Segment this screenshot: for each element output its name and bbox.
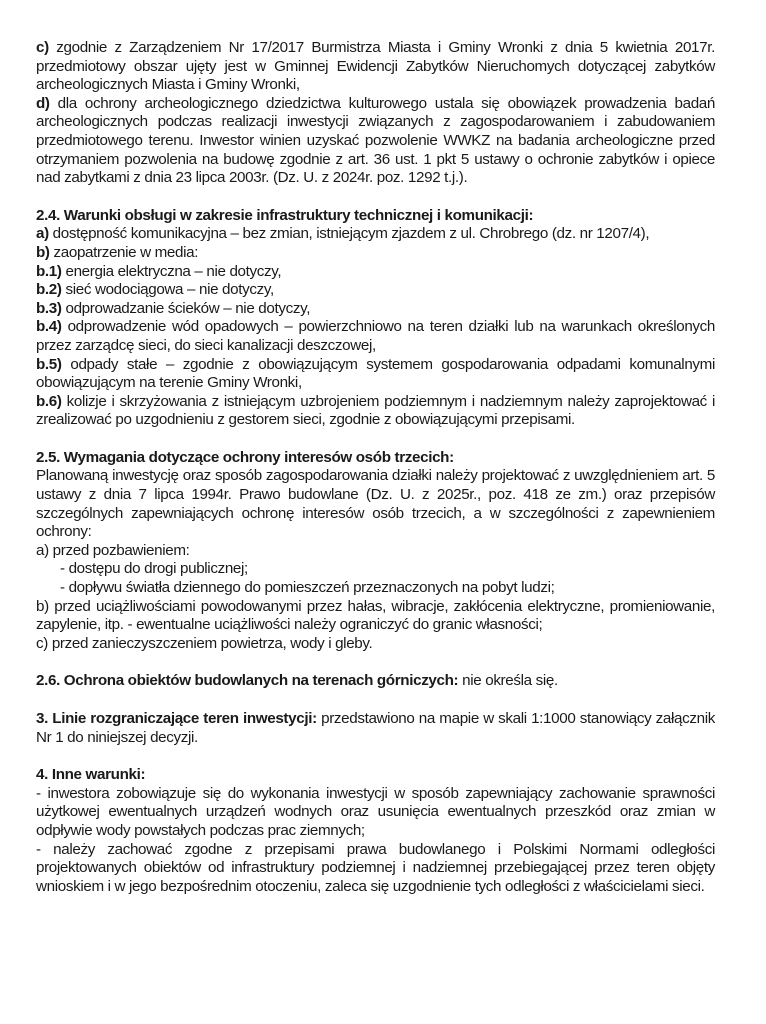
document-page bbox=[36, 39, 715, 896]
list-item bbox=[36, 244, 715, 263]
item-label: b.6) bbox=[36, 392, 62, 410]
item-label: a) bbox=[36, 225, 49, 243]
list-item: b) przed uciążliwościami powodowanymi przez hałas, wibracje, zakłócenia elektryczne, promieniowanie, zapylenie, itp. - ewentualne uciążliwości należy ograniczyć do granic własności; bbox=[36, 597, 715, 634]
paragraph-intro: Planowaną inwestycję oraz sposób zagospodarowania działki należy projektować z uwzględnieniem art. 5 ustawy z dnia 7 lipca 1994r. Prawo budowlane (Dz. U. z 2025r., poz. 418 ze zm.) oraz przepisów szczególnych zapewniających ochronę interesów osób trzecich, a w szczególności z zapewnieniem ochrony: bbox=[36, 467, 715, 541]
item-label: b) bbox=[36, 243, 50, 261]
spacer bbox=[36, 691, 715, 710]
section-heading-2-6: 2.6. Ochrona obiektów budowlanych na terenach górniczych: bbox=[36, 672, 459, 690]
item-label: d) bbox=[36, 94, 50, 112]
sub-list-item: - dostępu do drogi publicznej; bbox=[60, 560, 248, 578]
list-item: - inwestora zobowiązuje się do wykonania inwestycji w sposób zapewniający zachowanie sprawności użytkowej ewentualnych urządzeń wodnych oraz usunięcia ewentualnych przeszkód oraz zmian w odpływie wody powstałych podczas prac ziemnych; bbox=[36, 784, 715, 839]
section-text: nie określa się. bbox=[458, 672, 558, 690]
list-item: c) przed zanieczyszczeniem powietrza, wody i gleby. bbox=[36, 634, 373, 652]
item-text: odprowadzenie wód opadowych – powierzchniowo na teren działki lub na warunkach określonych przez zarządcę sieci, do sieci kanalizacji deszczowej, bbox=[36, 318, 715, 354]
item-label: b.3) bbox=[36, 299, 62, 317]
paragraph-d bbox=[36, 95, 715, 188]
section-heading-2-5: 2.5. Wymagania dotyczące ochrony interesów osób trzecich: bbox=[36, 448, 454, 466]
spacer bbox=[36, 430, 715, 449]
item-text: energia elektryczna – nie dotyczy, bbox=[61, 262, 282, 280]
item-text: dostępność komunikacyjna – bez zmian, istniejącym zjazdem z ul. Chrobrego (dz. nr 1207/4), bbox=[48, 225, 650, 243]
section-3 bbox=[36, 710, 715, 747]
item-text: sieć wodociągowa – nie dotyczy, bbox=[61, 281, 274, 299]
sub-list-item: - dopływu światła dziennego do pomieszczeń przeznaczonych na pobyt ludzi; bbox=[60, 579, 555, 597]
list-item bbox=[36, 225, 715, 244]
paragraph-text: dla ochrony archeologicznego dziedzictwa kulturowego ustala się obowiązek prowadzenia badań archeologicznych podczas realizacji inwestycji związanych z zagospodarowaniem i zabudowaniem przedmiotowego terenu. Inwestor winien uzyskać pozwolenie WWKZ na badania archeologiczne przed otrzymaniem pozwolenia na budowę zgodnie z art. 36 ust. 1 pkt 5 ustawy o ochronie zabytków i opiece nad zabytkami z dnia 23 lipca 2003r. (Dz. U. z 2024r. poz. 1292 t.j.). bbox=[36, 94, 715, 187]
section-heading-3: 3. Linie rozgraniczające teren inwestycji: bbox=[36, 710, 317, 727]
list-item bbox=[36, 318, 715, 355]
item-text: kolizje i skrzyżowania z istniejącym uzbrojeniem podziemnym i nadziemnym należy zaprojektować i zrealizować po uzgodnieniu z gestorem sieci, zgodnie z obowiązującymi przepisami. bbox=[36, 392, 715, 429]
section-heading-2-4: 2.4. Warunki obsługi w zakresie infrastruktury technicznej i komunikacji: bbox=[36, 206, 534, 224]
list-item: a) przed pozbawieniem: bbox=[36, 541, 190, 559]
list-item bbox=[36, 281, 715, 300]
section-heading-4: 4. Inne warunki: bbox=[36, 766, 146, 784]
spacer bbox=[36, 188, 715, 207]
item-label: b.2) bbox=[36, 281, 62, 299]
list-item bbox=[36, 356, 715, 393]
item-label: c) bbox=[36, 39, 49, 56]
list-item bbox=[36, 300, 715, 319]
item-text: odprowadzanie ścieków – nie dotyczy, bbox=[61, 299, 311, 317]
item-text: zaopatrzenie w media: bbox=[49, 243, 199, 261]
list-item: - należy zachować zgodne z przepisami prawa budowlanego i Polskimi Normami odległości projektowanych obiektów od infrastruktury podziemnej i nadziemnej przebiegającej przez teren objęty wnioskiem i w jego bezpośrednim otoczeniu, zaleca się uzgodnienie tych odległości z właścicielami sieci. bbox=[36, 840, 715, 895]
spacer bbox=[36, 747, 715, 766]
item-label: b.5) bbox=[36, 355, 62, 373]
paragraph-text: zgodnie z Zarządzeniem Nr 17/2017 Burmistrza Miasta i Gminy Wronki z dnia 5 kwietnia 2017r. przedmiotowy obszar ujęty jest w Gminnej Ewidencji Zabytków Nieruchomych dotyczącej zabytków archeologicznych Miasta i Gminy Wronki, bbox=[36, 39, 715, 94]
item-label: b.4) bbox=[36, 318, 62, 336]
list-item bbox=[36, 393, 715, 430]
spacer bbox=[36, 653, 715, 672]
item-label: b.1) bbox=[36, 262, 62, 280]
item-text: odpady stałe – zgodnie z obowiązującym systemem gospodarowania odpadami komunalnymi obowiązującym na terenie Gminy Wronki, bbox=[36, 355, 715, 392]
paragraph-c bbox=[36, 39, 715, 95]
section-2-6 bbox=[36, 672, 715, 691]
section-text: przedstawiono na mapie w skali 1:1000 stanowiący załącznik Nr 1 do niniejszej decyzji. bbox=[36, 710, 715, 746]
list-item bbox=[36, 263, 715, 282]
